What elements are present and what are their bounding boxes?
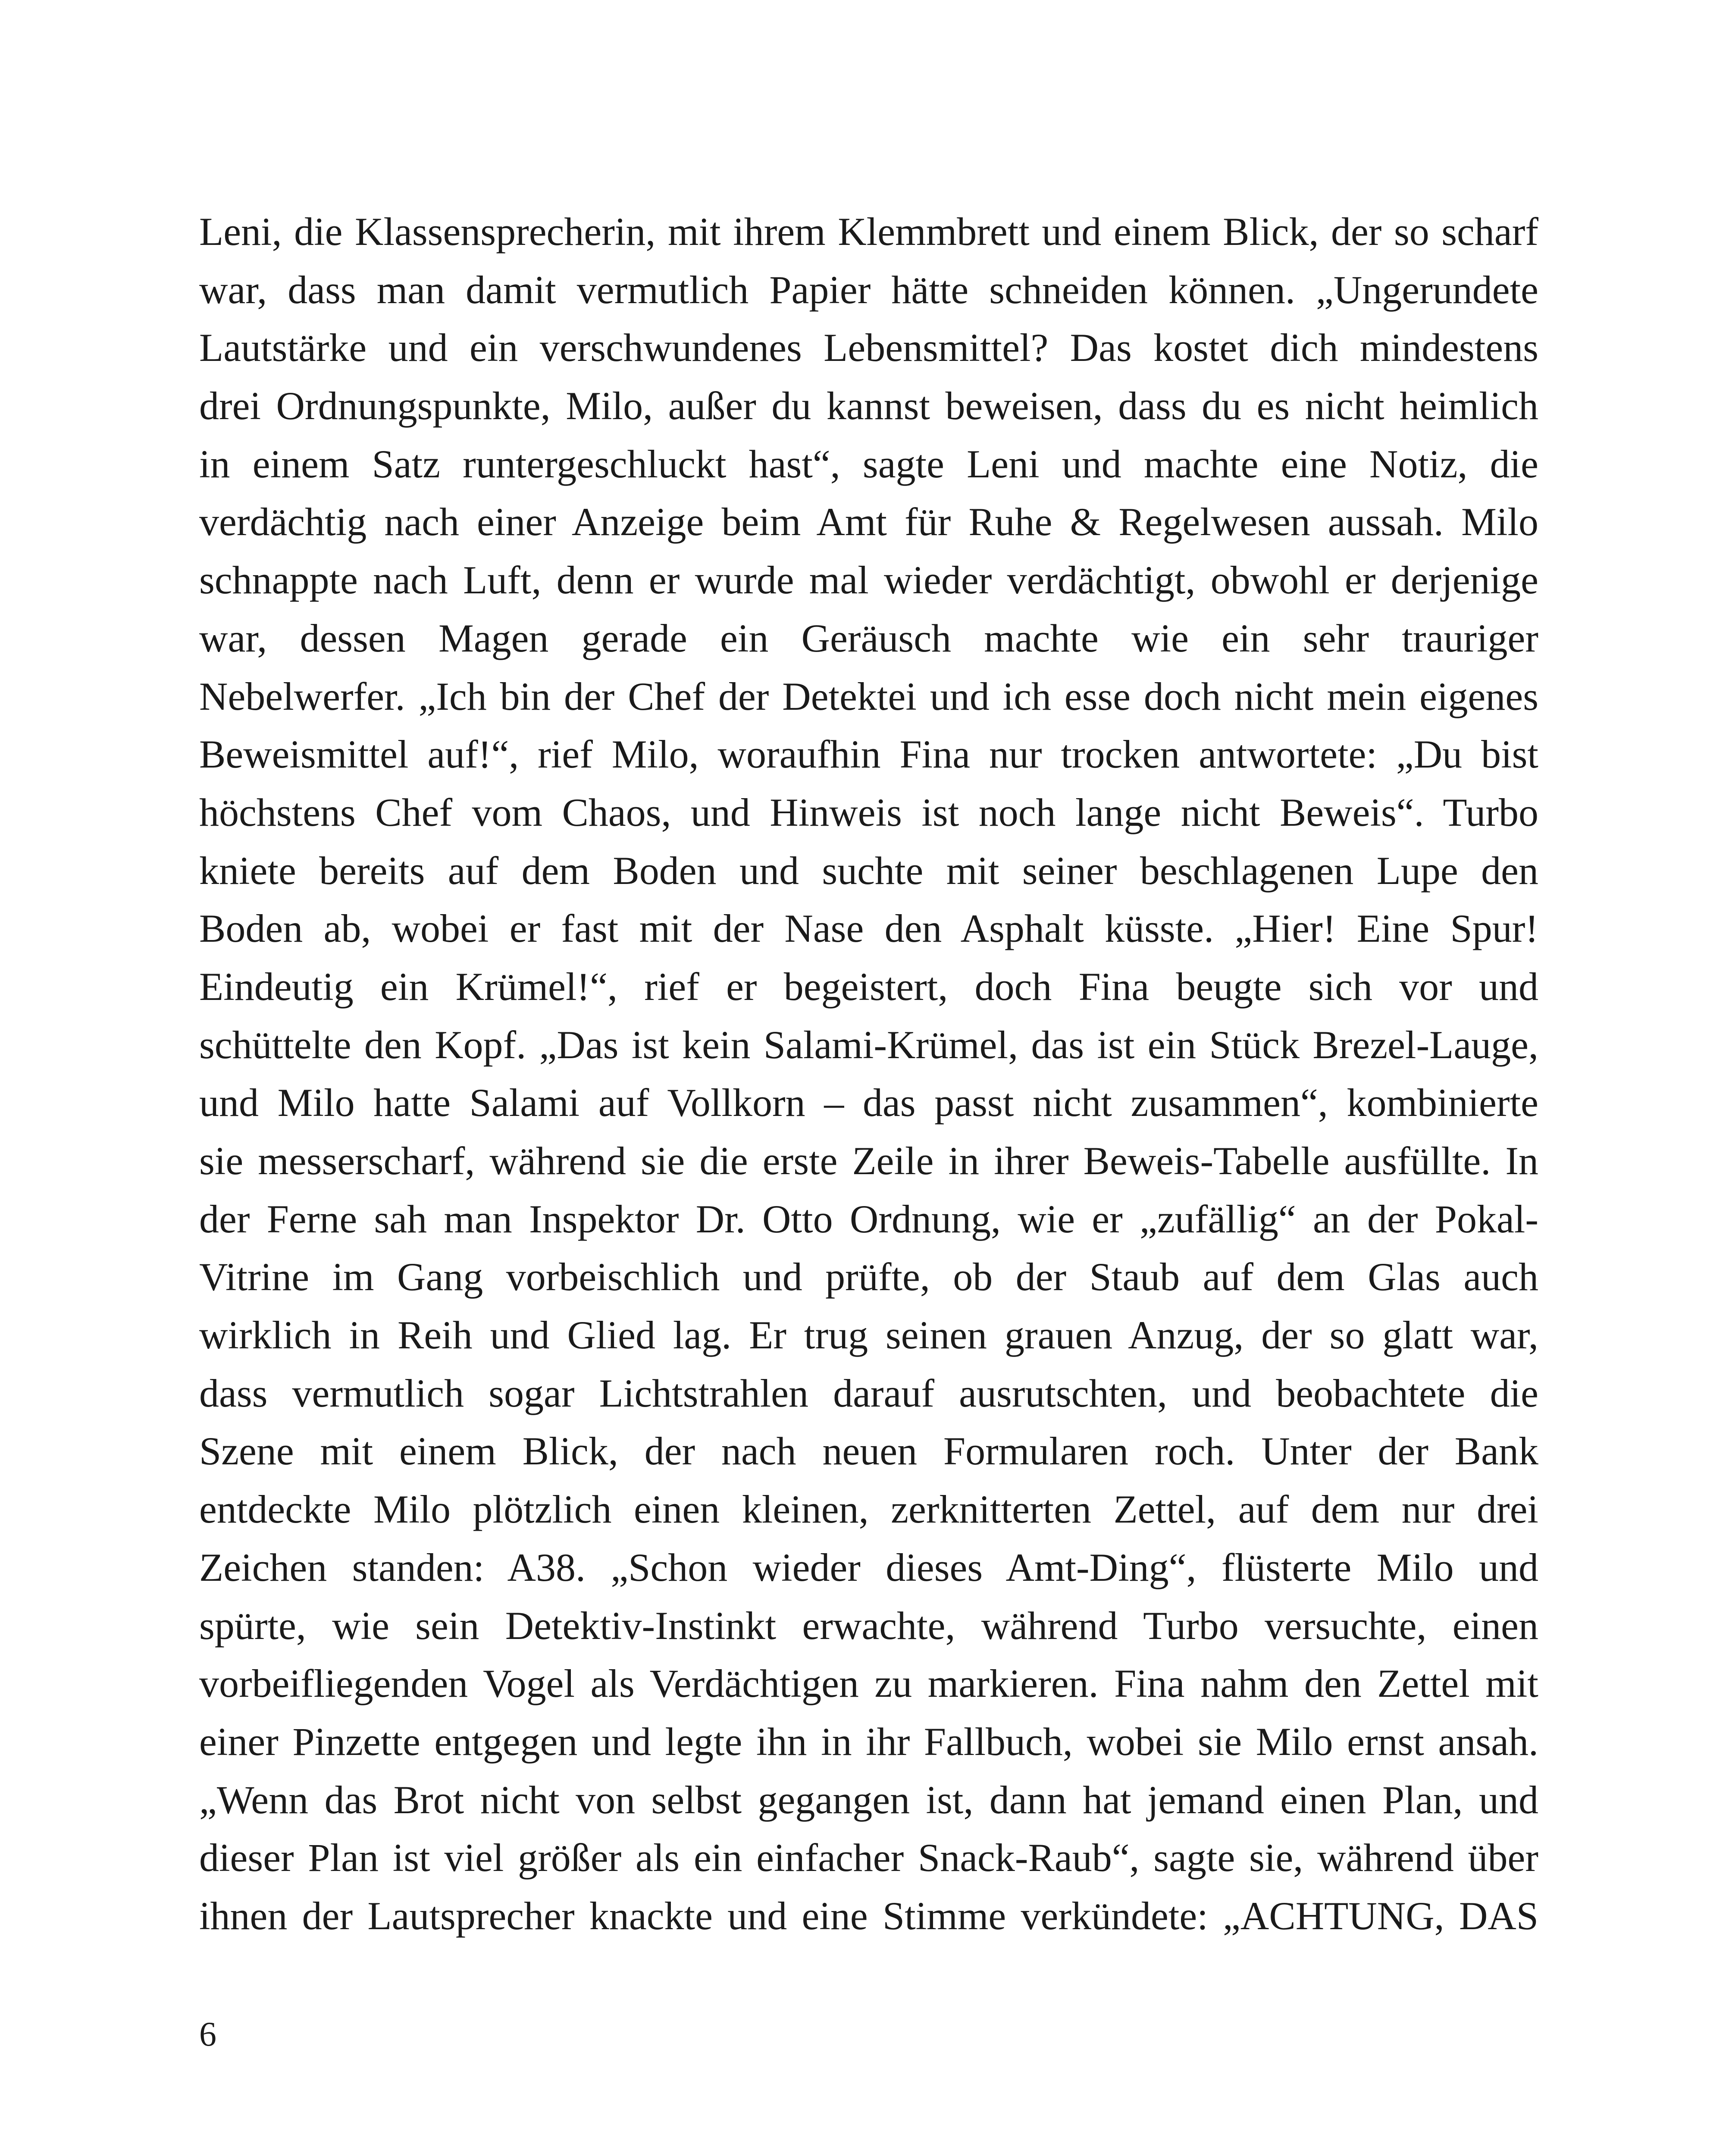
text-line: Zeichen standen: A38. „Schon wieder dieses Amt-Ding“, flüsterte Milo und [199,1545,1538,1589]
text-line: kniete bereits auf dem Boden und suchte mit seiner beschlagenen Lupe den [199,848,1538,893]
text-line: Nebelwerfer. „Ich bin der Chef der Detektei und ich esse doch nicht mein eigenes [199,674,1538,718]
text-line: Beweismittel auf!“, rief Milo, woraufhin Fina nur trocken antwortete: „Du bist [199,732,1538,777]
text-line: Szene mit einem Blick, der nach neuen Formularen roch. Unter der Bank [199,1429,1538,1473]
text-line: vorbeifliegenden Vogel als Verdächtigen zu markieren. Fina nahm den Zettel mit [199,1661,1538,1706]
text-line: wirklich in Reih und Glied lag. Er trug seinen grauen Anzug, der so glatt war, [199,1313,1538,1357]
text-line: entdeckte Milo plötzlich einen kleinen, zerknitterten Zettel, auf dem nur drei [199,1487,1538,1532]
text-line: Vitrine im Gang vorbeischlich und prüfte, ob der Staub auf dem Glas auch [199,1255,1538,1299]
text-line: höchstens Chef vom Chaos, und Hinweis ist noch lange nicht Beweis“. Turbo [199,790,1538,834]
text-line: ihnen der Lautsprecher knackte und eine Stimme verkündete: „ACHTUNG, DAS [199,1893,1538,1938]
text-line: schnappte nach Luft, denn er wurde mal wieder verdächtigt, obwohl er derjenige [199,558,1538,602]
text-line: sie messerscharf, während sie die erste Zeile in ihrer Beweis-Tabelle ausfüllte. In [199,1139,1538,1183]
text-line: dieser Plan ist viel größer als ein einfacher Snack-Raub“, sagte sie, während über [199,1836,1538,1880]
text-line: schüttelte den Kopf. „Das ist kein Salami-Krümel, das ist ein Stück Brezel-Lauge, [199,1022,1538,1067]
text-line: spürte, wie sein Detektiv-Instinkt erwachte, während Turbo versuchte, einen [199,1603,1538,1648]
text-line: verdächtig nach einer Anzeige beim Amt für Ruhe & Regelwesen aussah. Milo [199,500,1538,544]
page-number: 6 [199,2015,216,2053]
text-line: und Milo hatte Salami auf Vollkorn – das passt nicht zusammen“, kombinierte [199,1081,1538,1125]
text-line: „Wenn das Brot nicht von selbst gegangen ist, dann hat jemand einen Plan, und [199,1777,1538,1822]
text-line: Boden ab, wobei er fast mit der Nase den Asphalt küsste. „Hier! Eine Spur! [199,906,1538,951]
text-line: Eindeutig ein Krümel!“, rief er begeistert, doch Fina beugte sich vor und [199,964,1538,1009]
text-line: der Ferne sah man Inspektor Dr. Otto Ordnung, wie er „zufällig“ an der Pokal- [199,1197,1538,1241]
text-line: drei Ordnungspunkte, Milo, außer du kannst beweisen, dass du es nicht heimlich [199,384,1538,428]
body-paragraph [199,203,1538,1945]
text-line: war, dessen Magen gerade ein Geräusch machte wie ein sehr trauriger [199,616,1538,660]
text-line: dass vermutlich sogar Lichtstrahlen darauf ausrutschten, und beobachtete die [199,1371,1538,1415]
text-line: Leni, die Klassensprecherin, mit ihrem Klemmbrett und einem Blick, der so scharf [199,210,1538,254]
text-line: in einem Satz runtergeschluckt hast“, sagte Leni und machte eine Notiz, die [199,442,1538,486]
text-line: Lautstärke und ein verschwundenes Lebensmittel? Das kostet dich mindestens [199,326,1538,370]
text-line: einer Pinzette entgegen und legte ihn in ihr Fallbuch, wobei sie Milo ernst ansah. [199,1719,1538,1764]
text-line: war, dass man damit vermutlich Papier hätte schneiden können. „Ungerundete [199,267,1538,312]
